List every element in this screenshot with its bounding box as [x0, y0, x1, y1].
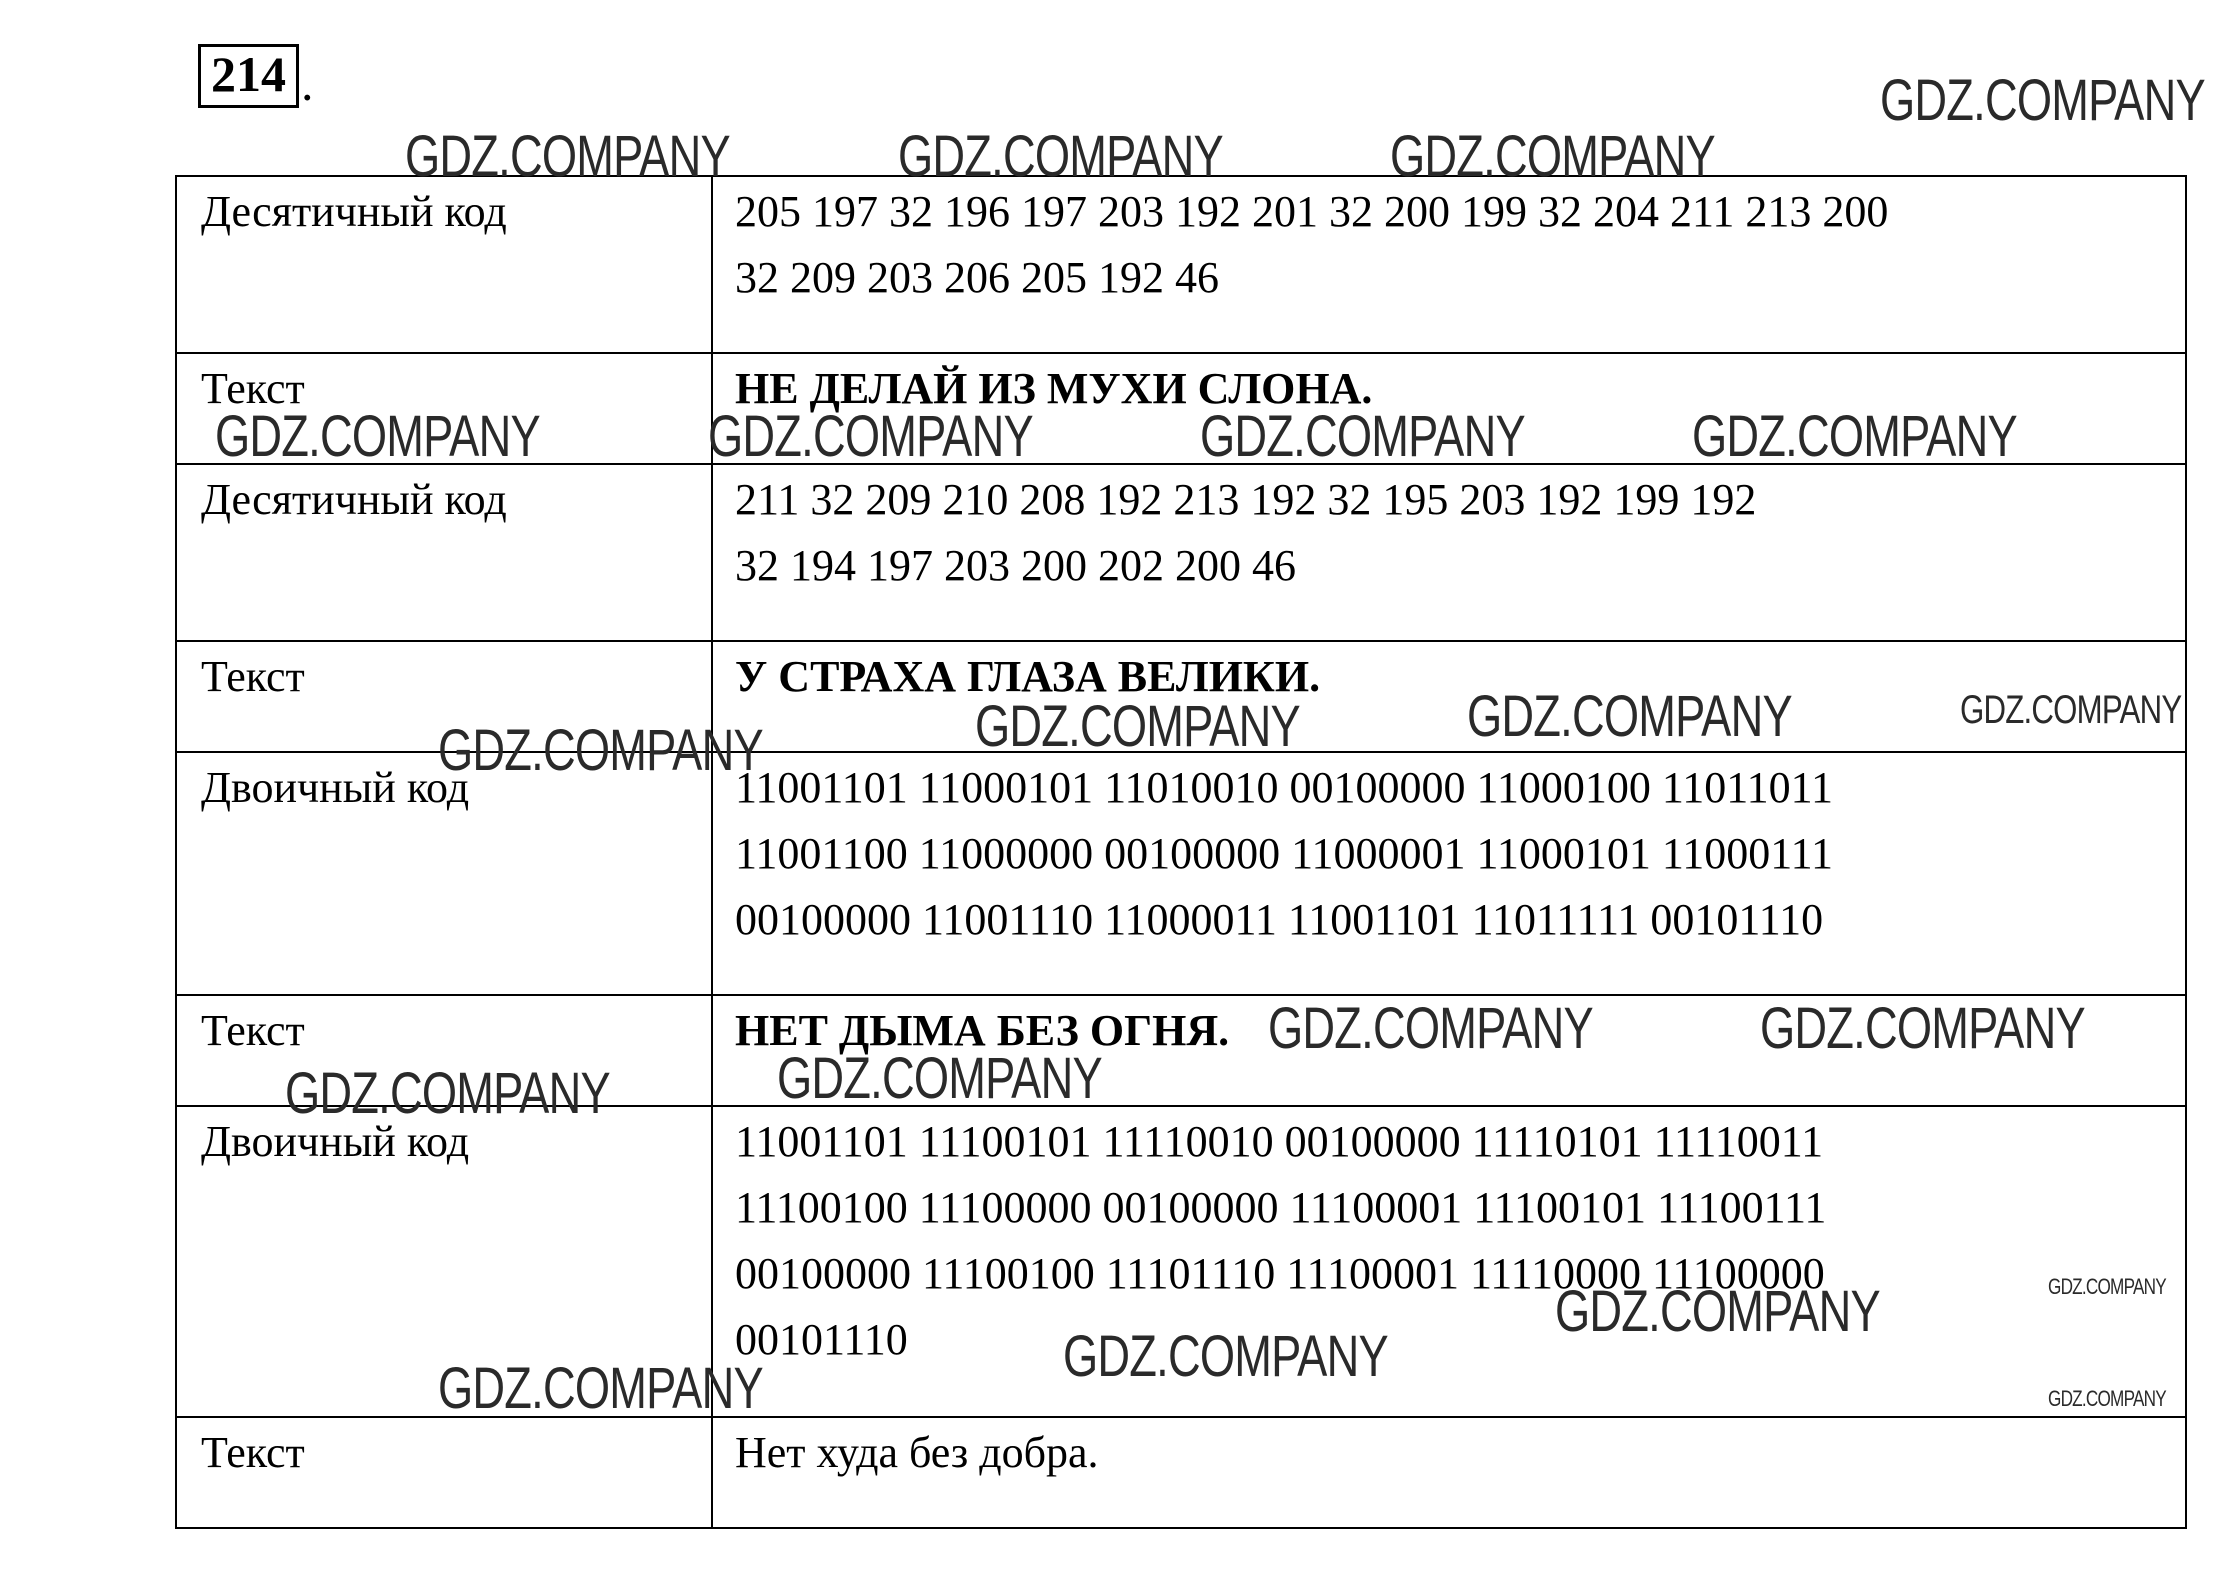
row-value: [712, 1417, 2186, 1528]
row-value: [712, 752, 2186, 995]
watermark: GDZ.COMPANY: [405, 124, 730, 189]
row-label: Десятичный код: [176, 176, 712, 353]
watermark: GDZ.COMPANY: [1063, 1324, 1388, 1389]
text-line: У СТРАХА ГЛАЗА ВЕЛИКИ.: [735, 652, 1321, 701]
watermark: GDZ.COMPANY: [1390, 124, 1715, 189]
row-label: Текст: [176, 353, 712, 464]
watermark: GDZ.COMPANY: [1880, 68, 2205, 133]
table-row: [176, 995, 2186, 1106]
row-label: Текст: [176, 995, 712, 1106]
problem-number-box: 214: [198, 44, 299, 108]
row-label: Текст: [176, 1417, 712, 1528]
row-value: [712, 464, 2186, 641]
row-label: Двоичный код: [176, 752, 712, 995]
watermark: GDZ.COMPANY: [2048, 1386, 2166, 1411]
row-value: [712, 176, 2186, 353]
table-row: [176, 752, 2186, 995]
code-table: [175, 175, 2187, 1529]
watermark: GDZ.COMPANY: [1692, 404, 2017, 469]
code-line: 11001100 11000000 00100000 11000001 11000101 11000111: [735, 829, 1833, 878]
watermark: GDZ.COMPANY: [898, 124, 1223, 189]
table-row: [176, 1106, 2186, 1417]
row-value: [712, 995, 2186, 1111]
table-row: [176, 464, 2186, 641]
watermark: GDZ.COMPANY: [975, 694, 1300, 759]
watermark: GDZ.COMPANY: [215, 404, 540, 469]
table-row: [176, 641, 2186, 752]
code-line: 211 32 209 210 208 192 213 192 32 195 203 192 199 192: [735, 475, 1757, 524]
watermark: GDZ.COMPANY: [1555, 1279, 1880, 1344]
row-value: [712, 1106, 2186, 1417]
watermark: GDZ.COMPANY: [438, 1356, 763, 1421]
row-value: [712, 353, 2186, 469]
watermark: GDZ.COMPANY: [1268, 996, 1593, 1061]
problem-number-dot: .: [301, 55, 314, 111]
watermark: GDZ.COMPANY: [2048, 1274, 2166, 1299]
text-line: НЕ ДЕЛАЙ ИЗ МУХИ СЛОНА.: [735, 364, 1373, 413]
row-label: Текст: [176, 641, 712, 752]
watermark: GDZ.COMPANY: [1960, 688, 2182, 732]
row-value: [712, 641, 2186, 752]
table-row: [176, 1417, 2186, 1528]
code-line: 32 209 203 206 205 192 46: [735, 253, 1219, 302]
watermark: GDZ.COMPANY: [438, 718, 763, 783]
problem-number: [198, 44, 314, 111]
table-row: [176, 353, 2186, 464]
watermark: GDZ.COMPANY: [708, 404, 1033, 469]
watermark: GDZ.COMPANY: [285, 1061, 610, 1126]
watermark: GDZ.COMPANY: [777, 1046, 1102, 1111]
code-line: 00100000 11001110 11000011 11001101 11011111 00101110: [735, 895, 1824, 944]
code-line: 00101110: [735, 1315, 908, 1364]
code-line: 32 194 197 203 200 202 200 46: [735, 541, 1296, 590]
table-row: [176, 176, 2186, 353]
code-line: 205 197 32 196 197 203 192 201 32 200 199 32 204 211 213 200: [735, 187, 1889, 236]
code-line: 11001101 11100101 11110010 00100000 11110101 11110011: [735, 1117, 1824, 1166]
watermark: GDZ.COMPANY: [1760, 996, 2085, 1061]
watermark: GDZ.COMPANY: [1467, 684, 1792, 749]
code-line: 11100100 11100000 00100000 11100001 11100101 11100111: [735, 1183, 1827, 1232]
text-line: НЕТ ДЫМА БЕЗ ОГНЯ.: [735, 1006, 1230, 1055]
code-line: 11001101 11000101 11010010 00100000 11000100 11011011: [735, 763, 1833, 812]
code-line: 00100000 11100100 11101110 11100001 11110000 11100000: [735, 1249, 1825, 1298]
row-label: Двоичный код: [176, 1106, 712, 1417]
watermark: GDZ.COMPANY: [1200, 404, 1525, 469]
row-label: Десятичный код: [176, 464, 712, 641]
text-line: Нет худа без добра.: [735, 1428, 1099, 1477]
